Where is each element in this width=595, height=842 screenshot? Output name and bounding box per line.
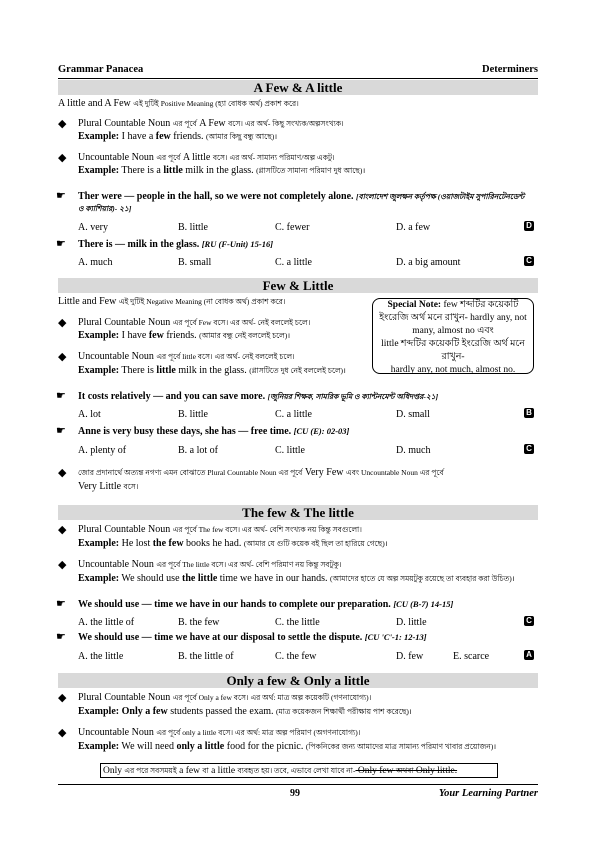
section1-intro: A little and A Few এই দুটিই Positive Meaning (হ্যা বোধক অর্থ) প্রকাশ করে। [58, 98, 299, 109]
example-the-little: Example: We should use the little time we have in our hands. (আমাদের হাতে যে অল্প সময়টুকু রয়েছে তা ব্যবহার করা উচিত)। [78, 573, 515, 584]
diamond-bullet-icon: ◆ [58, 692, 67, 704]
example-a-few: Example: I have a few friends. (আমার কিছু বন্ধু আছে)। [78, 131, 278, 142]
diamond-bullet-icon: ◆ [58, 152, 67, 164]
footer-rule [58, 784, 538, 785]
question-5: We should use — time we have in our hands to complete our preparation. [CU (B-7) 14-15] [78, 599, 454, 610]
answer-badge-icon: C [524, 256, 534, 266]
rule-a-little: Uncountable Noun এর পূর্বে A little বসে। এর অর্থ- সামান্য পরিমাণ/অল্প একটু। [78, 152, 335, 163]
q6-option-a: A. the little [78, 651, 124, 662]
q6-option-e: E. scarce [453, 651, 490, 662]
pointing-hand-icon: ☛ [56, 631, 66, 643]
question-3: It costs relatively — and you can save more. [জুনিয়র শিক্ষক, সামরিক ভূমি ও ক্যান্টনমেন্ট অধিদপ্তর-২১] [78, 391, 439, 402]
q1-option-c: C. fewer [275, 222, 310, 233]
header-right: Determiners [482, 64, 538, 75]
pointing-hand-icon: ☛ [56, 425, 66, 437]
diamond-bullet-icon: ◆ [58, 118, 67, 130]
q3-option-d: D. small [396, 409, 430, 420]
rule-very-few-line2: Very Little বসে। [78, 481, 139, 492]
pointing-hand-icon: ☛ [56, 390, 66, 402]
pointing-hand-icon: ☛ [56, 238, 66, 250]
q3-option-b: B. little [178, 409, 208, 420]
q3-option-a: A. lot [78, 409, 101, 420]
example-only-a-few: Example: Only a few students passed the exam. (মাত্র কয়েকজন শিক্ষার্থী পরীক্ষায় পাশ করেছে)। [78, 706, 412, 717]
diamond-bullet-icon: ◆ [58, 467, 67, 479]
q4-option-c: C. little [275, 445, 305, 456]
question-6: We should use — time we have at our disposal to settle the dispute. [CU 'C'-1: 12-13] [78, 632, 427, 643]
pointing-hand-icon: ☛ [56, 190, 66, 202]
header-left: Grammar Panacea [58, 64, 144, 75]
q1-option-d: D. a few [396, 222, 431, 233]
example-only-a-little: Example: We will need only a little food for the picnic. (পিকনিকের জন্য আমাদের মাত্র সামান্য পরিমাণ খাবার প্রয়োজন)। [78, 741, 497, 752]
diamond-bullet-icon: ◆ [58, 727, 67, 739]
question-1: Ther were — people in the hall, so we were not completely alone. [বাংলাদেশ জুলক্ষন কর্তৃপক্ষ (ওয়াজটাইম সুপারিনটেনডেন্ট [78, 191, 525, 202]
q6-option-c: C. the few [275, 651, 317, 662]
answer-badge-icon: A [524, 650, 534, 660]
diamond-bullet-icon: ◆ [58, 317, 67, 329]
q2-option-a: A. much [78, 257, 113, 268]
header-rule [58, 78, 538, 79]
q2-option-d: D. a big amount [396, 257, 461, 268]
special-note-box: Special Note: few শব্দটির কয়েকটি ইংরেজি অর্থ মনে রাখুন- hardly any, not many, almost no এবং little শব্দটির কয়েকটি ইংরেজি অর্থ মনে রাখুন- hardly any, not much, almost no. [372, 298, 534, 374]
rule-little: Uncountable Noun এর পূর্বে little বসে। এর অর্থ- নেই বললেই চলে। [78, 351, 295, 362]
q1-option-a: A. very [78, 222, 108, 233]
q4-option-d: D. much [396, 445, 431, 456]
q5-option-a: A. the little of [78, 617, 135, 628]
q5-option-d: D. little [396, 617, 427, 628]
example-little: Example: There is little milk in the glass. (গ্লাসটিতে দুধ নেই বললেই চলে)। [78, 365, 346, 376]
example-a-little: Example: There is a little milk in the glass. (গ্লাসটিতে সামান্য পরিমাণ দুধ আছে)। [78, 165, 366, 176]
q5-option-b: B. the few [178, 617, 220, 628]
example-few: Example: I have few friends. (আমার বন্ধু নেই বললেই চলে)। [78, 330, 291, 341]
rule-the-few: Plural Countable Noun এর পূর্বে The few বসে। এর অর্থ- বেশি সংখ্যক নয় কিন্তু সবগুলো। [78, 524, 362, 535]
footer-tagline: Your Learning Partner [438, 788, 538, 799]
rule-very-few-line1: জোর প্রদানার্থে অত্যন্ত নগণ্য এমন বোঝাতে Plural Countable Noun এর পূর্বে Very Few এবং Uncountable Noun এর পূর্বে [78, 467, 444, 478]
answer-badge-icon: C [524, 616, 534, 626]
q4-option-b: B. a lot of [178, 445, 218, 456]
answer-badge-icon: B [524, 408, 534, 418]
rule-the-little: Uncountable Noun এর পূর্বে The little বসে। এর অর্থ- বেশি পরিমাণ নয় কিন্তু সবটুকু। [78, 559, 342, 570]
answer-badge-icon: C [524, 444, 534, 454]
diamond-bullet-icon: ◆ [58, 559, 67, 571]
q4-option-a: A. plenty of [78, 445, 127, 456]
q2-option-b: B. small [178, 257, 212, 268]
rule-a-few: Plural Countable Noun এর পূর্বে A Few বসে। এর অর্থ- কিছু সংখ্যক/অল্পসংখ্যক। [78, 118, 344, 129]
rule-only-a-few: Plural Countable Noun এর পূর্বে Only a few বসে। এর অর্থ: মাত্র অল্প কয়েকটি (গণনাযোগ্য)। [78, 692, 372, 703]
only-usage-note-box: Only এর পরে সবসময়ই a few বা a little ব্যবহৃত হয়। তবে, এভাবে লেখা যাবে না- Only few অথবা Only little. [100, 763, 498, 778]
rule-only-a-little: Uncountable Noun এর পূর্বে only a little বসে। এর অর্থ: মাত্র অল্প পরিমাণ (অগণনাযোগ্য)। [78, 727, 361, 738]
example-the-few: Example: He lost the few books he had. (আমার যে গুটি কয়েক বই ছিল তা হারিয়ে গেছে)। [78, 538, 388, 549]
q6-option-d: D. few [396, 651, 424, 662]
section-title-the-few-the-little: The few & The little [58, 505, 538, 520]
answer-badge-icon: D [524, 221, 534, 231]
section2-intro: Little and Few এই দুটিই Negative Meaning (না বোধক অর্থ) প্রকাশ করে। [58, 296, 286, 307]
q2-option-c: C. a little [275, 257, 312, 268]
q5-option-c: C. the little [275, 617, 320, 628]
rule-few: Plural Countable Noun এর পূর্বে Few বসে। এর অর্থ- নেই বললেই চলে। [78, 317, 311, 328]
section-title-a-few-a-little: A Few & A little [58, 80, 538, 95]
question-1-source: ও ক্যাশিয়ার)- ২১] [78, 204, 132, 213]
question-2: There is — milk in the glass. [RU (F-Unit) 15-16] [78, 239, 274, 250]
q6-option-b: B. the little of [178, 651, 234, 662]
question-4: Anne is very busy these days, she has — free time. [CU (E): 02-03] [78, 426, 350, 437]
page-number: 99 [290, 788, 300, 799]
diamond-bullet-icon: ◆ [58, 351, 67, 363]
pointing-hand-icon: ☛ [56, 598, 66, 610]
diamond-bullet-icon: ◆ [58, 524, 67, 536]
q1-option-b: B. little [178, 222, 208, 233]
section-title-only-a-few: Only a few & Only a little [58, 673, 538, 688]
section-title-few-little: Few & Little [58, 278, 538, 293]
q3-option-c: C. a little [275, 409, 312, 420]
